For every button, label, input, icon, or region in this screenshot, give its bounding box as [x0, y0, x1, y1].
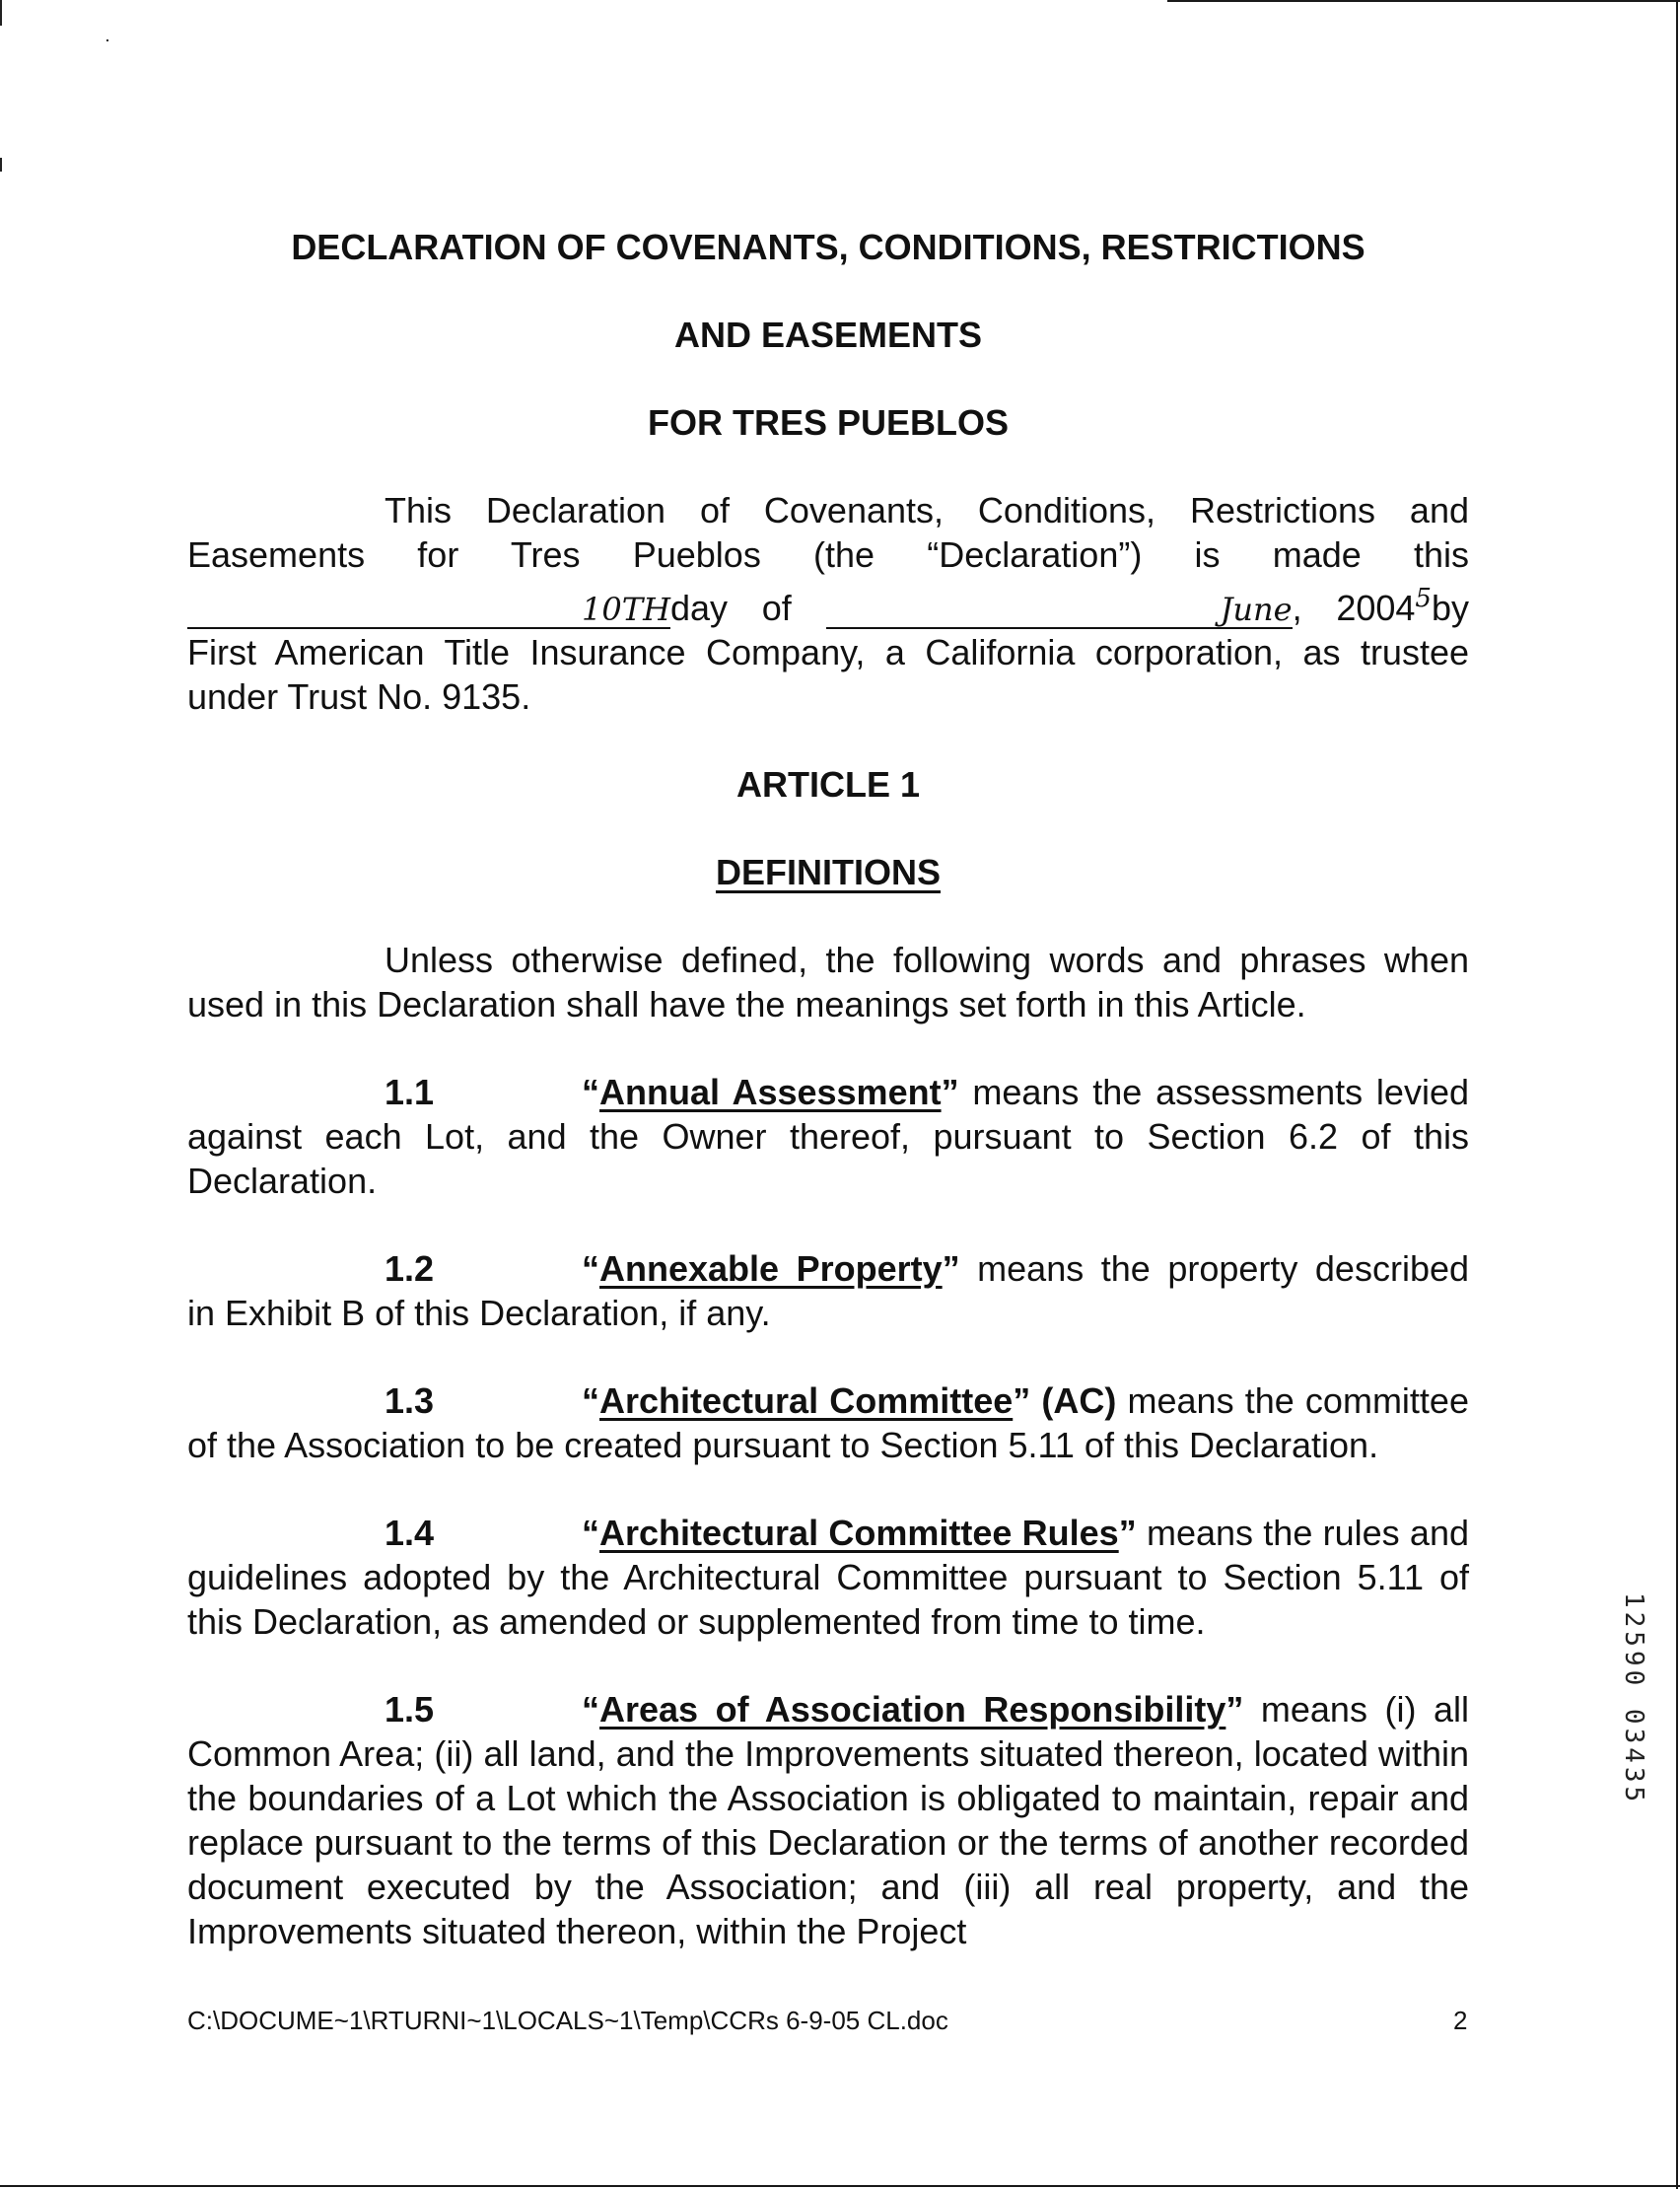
definition-term: “Architectural Committee” (AC) — [582, 1380, 1117, 1421]
definitions-heading-wrap — [187, 850, 1469, 894]
page-edge-right — [1676, 0, 1678, 2189]
intro-paragraph — [187, 488, 1469, 719]
definition-text: means (i) all Common Area; (ii) all land, and the Improvements situated thereon, located within the boundaries of a Lot which the Association is obligated to maintain, repair and replace pursuant to the terms of this Declaration or the terms of another recorded document executed by the Association; and (iii) all real property, and the Improvements situated thereon, within the Project — [187, 1689, 1469, 1951]
recording-number: 12590 03435 — [1619, 1592, 1648, 1806]
intro-text-2: day of — [669, 588, 826, 628]
definition-number: 1.2 — [385, 1248, 435, 1289]
scan-mark — [0, 0, 2, 26]
scan-mark — [106, 39, 108, 41]
intro-text-3: , 2004 — [1292, 588, 1416, 628]
intro-text-1: This Declaration of Covenants, Conditions, Restrictions and Easements for Tres Pueblos (the “Declaration”) is made this — [187, 490, 1469, 575]
title-line-1: DECLARATION OF COVENANTS, CONDITIONS, RESTRICTIONS — [291, 227, 1365, 267]
definition-number: 1.1 — [385, 1072, 435, 1112]
intro-text-4: by First American Title Insurance Company, a California corporation, as trustee under Trust No. 9135. — [187, 588, 1469, 717]
definition-term: “Annual Assessment” — [582, 1072, 959, 1112]
definition-item — [187, 1246, 1469, 1335]
handwritten-month: June — [1220, 591, 1293, 628]
definition-number: 1.5 — [385, 1689, 435, 1730]
definition-text: means the assessments levied against each Lot, and the Owner thereof, pursuant to Section 6.2 of this Declaration. — [187, 1072, 1469, 1201]
definition-item — [187, 1378, 1469, 1467]
title-line-3: FOR TRES PUEBLOS — [647, 402, 1010, 443]
day-blank — [187, 591, 670, 629]
document-body — [187, 225, 1469, 1953]
month-blank — [826, 591, 1293, 629]
definitions-preamble: Unless otherwise defined, the following words and phrases when used in this Declaration shall have the meanings set forth in this Article. — [187, 940, 1469, 1024]
article-heading: ARTICLE 1 — [735, 764, 920, 805]
definition-text: means the rules and guidelines adopted by the Architectural Committee pursuant to Section 5.11 of this Declaration, as amended or supplemented from time to time. — [187, 1513, 1469, 1642]
footer-page-number: 2 — [1453, 2006, 1468, 2035]
footer-file-path: C:\DOCUME~1\RTURNI~1\LOCALS~1\Temp\CCRs 6-9-05 CL.doc — [187, 2006, 948, 2035]
handwritten-year-correction: 5 — [1415, 584, 1432, 613]
definition-item — [187, 1070, 1469, 1203]
definition-text: means the property described in Exhibit B of this Declaration, if any. — [187, 1248, 1470, 1333]
definition-term: “Architectural Committee Rules” — [582, 1513, 1137, 1553]
page-edge-top — [1167, 0, 1680, 2]
title-line-2: AND EASEMENTS — [673, 315, 983, 355]
definition-item — [187, 1511, 1469, 1644]
definition-number: 1.4 — [385, 1513, 435, 1553]
scan-mark — [0, 158, 2, 172]
definition-term: “Areas of Association Responsibility” — [582, 1689, 1244, 1730]
definition-number: 1.3 — [385, 1380, 435, 1421]
page-edge-bottom — [0, 2185, 1680, 2187]
handwritten-day: 10TH — [582, 591, 670, 628]
definition-text: means the committee of the Association to be created pursuant to Section 5.11 of this Declaration. — [187, 1380, 1469, 1465]
definitions-heading: DEFINITIONS — [715, 852, 941, 892]
definition-item — [187, 1687, 1469, 1953]
definition-term: “Annexable Property” — [582, 1248, 960, 1289]
